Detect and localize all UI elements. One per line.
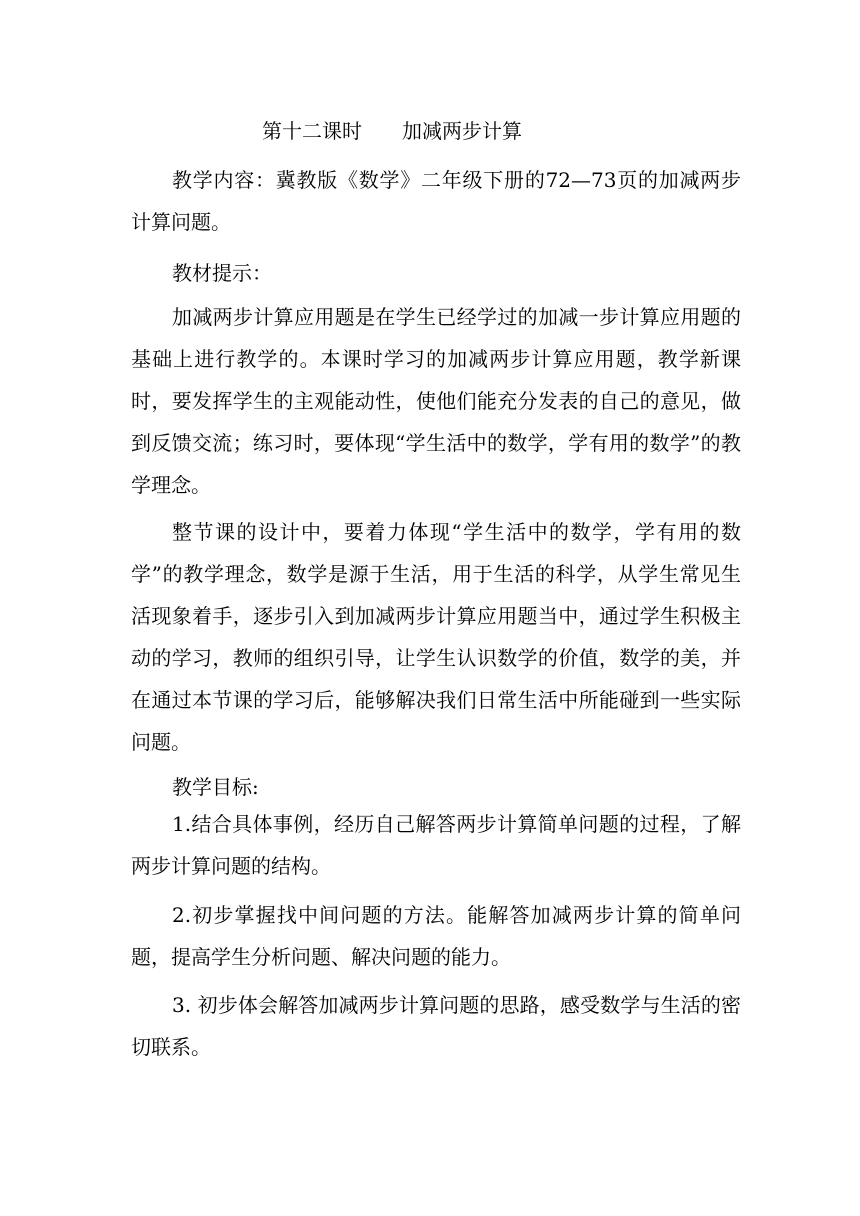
teaching-goal-2: 2.初步掌握找中间问题的方法。能解答加减两步计算的简单问题，提高学生分析问题、解决问题的能力。 <box>131 903 741 969</box>
teaching-goal-3: 3. 初步体会解答加减两步计算问题的思路，感受数学与生活的密切联系。 <box>131 993 741 1059</box>
teaching-goals-heading: 教学目标: <box>172 775 259 799</box>
teaching-content-paragraph: 教学内容：冀教版《数学》二年级下册的72—73页的加减两步计算问题。 <box>131 168 741 234</box>
teaching-goal-1: 1.结合具体事例，经历自己解答两步计算简单问题的过程，了解两步计算问题的结构。 <box>131 812 741 878</box>
textbook-hint-paragraph-2: 整节课的设计中，要着力体现“学生活中的数学，学有用的数学”的教学理念，数学是源于生活，用于生活的科学，从学生常见生活现象着手，逐步引入到加减两步计算应用题当中，通过学生积极主动的学习，教师的组织引导，让学生认识数学的价值，数学的美，并在通过本节课的学习后，能够解决我们日常生活中所能碰到一些实际问题。 <box>131 520 741 754</box>
textbook-hint-paragraph-1: 加减两步计算应用题是在学生已经学过的加减一步计算应用题的基础上进行教学的。本课时学习的加减两步计算应用题，教学新课时，要发挥学生的主观能动性，使他们能充分发表的自己的意见，做到反馈交流；练习时，要体现“学生活中的数学，学有用的数学”的教学理念。 <box>131 305 741 497</box>
lesson-title: 第十二课时 加减两步计算 <box>262 119 522 143</box>
textbook-hint-heading: 教材提示： <box>172 261 272 285</box>
